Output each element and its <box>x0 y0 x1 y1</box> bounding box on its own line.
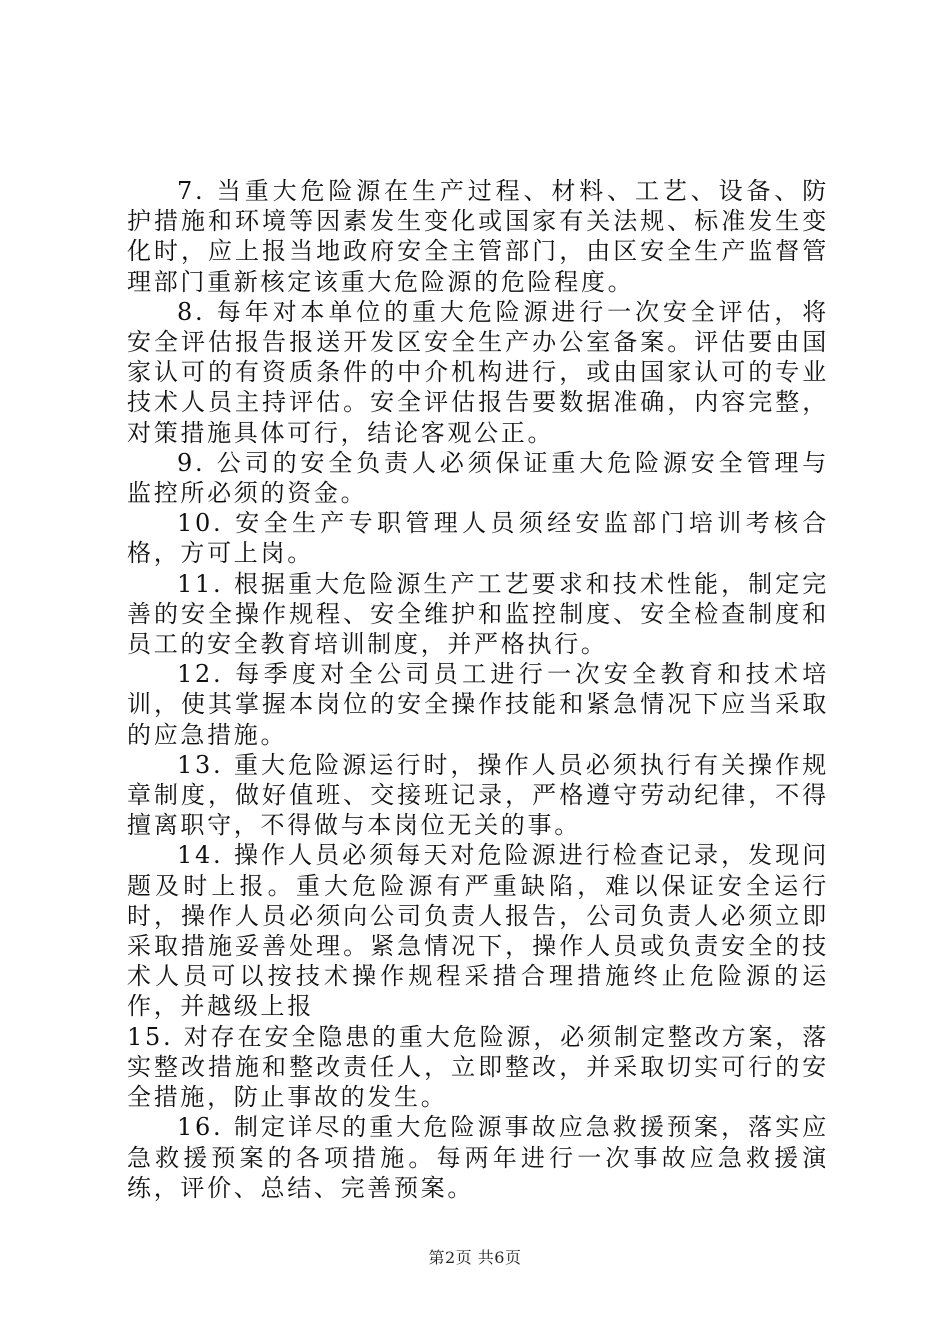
paragraph-10: 10. 安全生产专职管理人员须经安监部门培训考核合格，方可上岗。 <box>127 509 829 568</box>
paragraph-9: 9. 公司的安全负责人必须保证重大危险源安全管理与监控所必须的资金。 <box>127 448 829 508</box>
paragraph-13: 13. 重大危险源运行时，操作人员必须执行有关操作规章制度，做好值班、交接班记录，严格遵守劳动纪律，不得擅离职守，不得做与本岗位无关的事。 <box>127 750 829 840</box>
paragraph-7: 7. 当重大危险源在生产过程、材料、工艺、设备、防护措施和环境等因素发生变化或国家有关法规、标准发生变化时，应上报当地政府安全主管部门，由区安全生产监督管理部门重新核定该重大危险源的危险程度。 <box>127 177 829 296</box>
document-body <box>127 176 829 1203</box>
paragraph-14: 14. 操作人员必须每天对危险源进行检查记录，发现问题及时上报。重大危险源有严重缺陷，难以保证安全运行时，操作人员必须向公司负责人报告，公司负责人必须立即采取措施妥善处理。紧急情况下，操作人员或负责安全的技术人员可以按技术操作规程采措合理措施终止危险源的运作，并越级上报 <box>127 841 829 1021</box>
paragraph-8: 8. 每年对本单位的重大危险源进行一次安全评估，将安全评估报告报送开发区安全生产办公室备案。评估要由国家认可的有资质条件的中介机构进行，或由国家认可的专业技术人员主持评估。安全评估报告要数据准确，内容完整，对策措施具体可行，结论客观公正。 <box>127 297 829 447</box>
page-number-footer: 第2页 共6页 <box>428 1248 522 1267</box>
paragraph-11: 11. 根据重大危险源生产工艺要求和技术性能，制定完善的安全操作规程、安全维护和监控制度、安全检查制度和员工的安全教育培训制度，并严格执行。 <box>127 569 829 659</box>
paragraph-16: 16. 制定详尽的重大危险源事故应急救援预案，落实应急救援预案的各项措施。每两年进行一次事故应急救援演练，评价、总结、完善预案。 <box>127 1113 829 1202</box>
paragraph-15: 15. 对存在安全隐患的重大危险源，必须制定整改方案，落实整改措施和整改责任人，立即整改，并采取切实可行的安全措施，防止事故的发生。 <box>127 1022 829 1112</box>
paragraph-12: 12. 每季度对全公司员工进行一次安全教育和技术培训，使其掌握本岗位的安全操作技能和紧急情况下应当采取的应急措施。 <box>127 660 829 749</box>
